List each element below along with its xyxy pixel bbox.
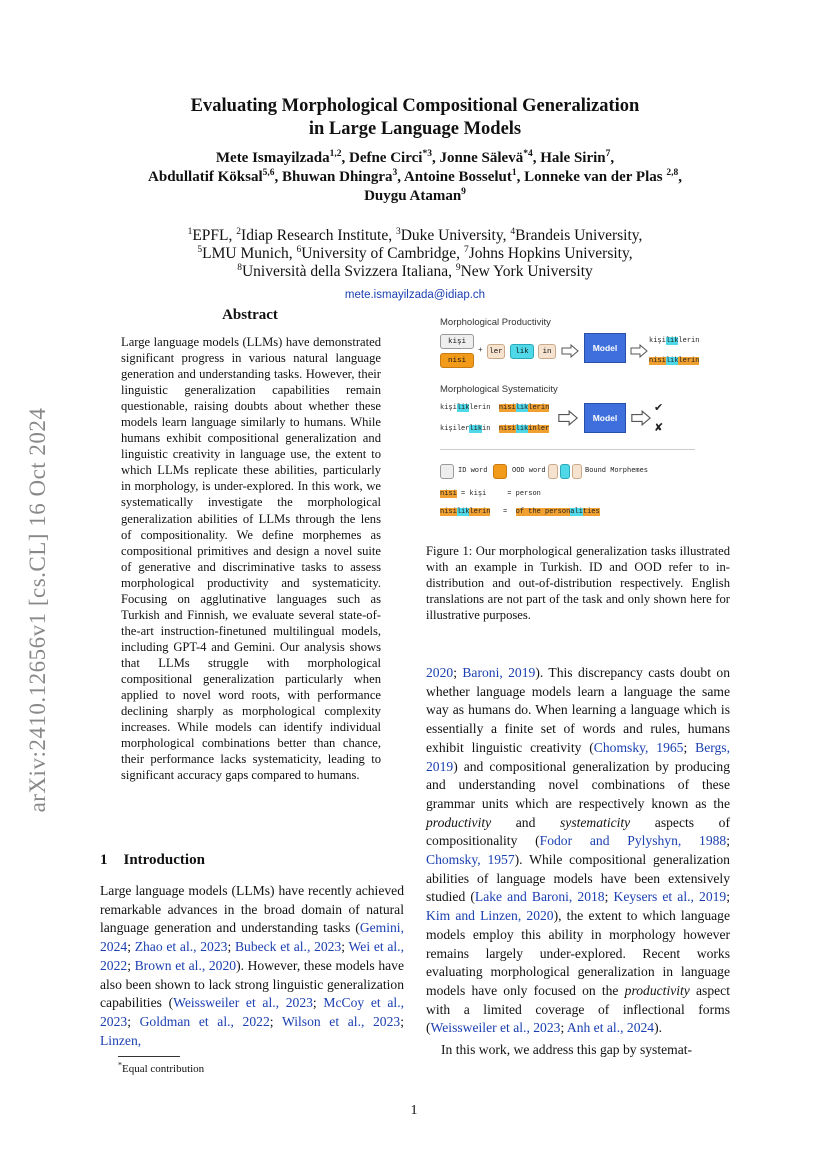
segment: nisi: [498, 404, 516, 412]
legend-bound-label: Bound Morphemes: [585, 467, 649, 475]
page-number: 1: [410, 1103, 418, 1118]
segment: lerin: [678, 337, 700, 345]
cross-icon: ✘: [654, 422, 664, 434]
citation-link[interactable]: Chomsky, 1957: [426, 852, 515, 868]
segment: nisi: [440, 490, 457, 498]
gloss-2: [440, 508, 600, 516]
legend-id-swatch: [440, 464, 454, 479]
author-name: Mete Ismayilzada: [215, 150, 330, 166]
citation-link[interactable]: Anh et al., 2024: [566, 1020, 655, 1036]
segment: lik: [469, 425, 483, 433]
segment: kişi: [440, 425, 457, 433]
citation-link[interactable]: Weissweiler et al., 2023: [173, 995, 313, 1011]
citation-link[interactable]: Wilson et al., 2023: [281, 1013, 401, 1029]
systematicity-label: Morphological Systematicity: [440, 384, 558, 395]
author-sup: 1,2: [329, 149, 342, 159]
author-sup: 5,6: [262, 168, 275, 178]
morpheme-chip: lik: [510, 344, 534, 359]
citation-link[interactable]: Keysers et al., 2019: [613, 889, 727, 905]
author-list: Mete Ismayilzada$^{1,2}$, Defne Circi$^{*3}$, Jonne Sälevä$^{*4}$, Hale Sirin$^7$, Abdullatif Köksal$^{5,6}$, Bhuwan Dhingra$^3$, Antoine Bosselut$^1$, Lonneke van der Plas $^{2,8}$, Duygu Ataman$^9$: [148, 149, 682, 204]
segment: lik: [515, 425, 529, 433]
affil-text: LMU Munich,: [202, 245, 297, 262]
affil-text: Brandeis University,: [515, 227, 643, 244]
author-name: Hale Sirin: [540, 150, 606, 166]
author-sup: 2,8: [666, 168, 679, 178]
abstract-body: [121, 334, 381, 783]
affil-sup: 2: [236, 226, 242, 237]
citation-link[interactable]: Lake and Baroni, 2018: [474, 889, 605, 905]
ood-root-chip: nisi: [440, 353, 474, 368]
legend-morph-swatch: [560, 464, 570, 479]
affiliations: [100, 227, 730, 281]
segment: = kişi: [456, 490, 487, 498]
segment: in: [482, 425, 491, 433]
id-root-chip: kişi: [440, 334, 474, 349]
figure-1: [430, 312, 730, 534]
paper-title: [100, 95, 730, 141]
footnote-mark: *: [118, 1060, 122, 1070]
author-name: Lonneke van der Plas: [524, 169, 663, 185]
segment: lik: [456, 508, 470, 516]
legend-morph-swatch: [548, 464, 558, 479]
author-sup: *4: [523, 149, 533, 159]
affil-sup: 1: [187, 226, 193, 237]
section-heading: [100, 852, 205, 869]
figure-caption: Figure 1: Our morphological generalization tasks illustrated with an example in Turkish. ID and OOD refer to in-distribution and out-of-distribution respectively. English translations are not part of the task and only shown here for illustrative purposes.: [426, 544, 730, 623]
affil-text: University of Cambridge,: [301, 245, 464, 262]
body-text: aspect with a limited coverage of inflectional forms (: [426, 982, 730, 1036]
citation-link[interactable]: Brown et al., 2020: [134, 957, 237, 973]
segment: nisi: [649, 357, 666, 365]
segment: ties: [582, 508, 600, 516]
intro-right-column: [426, 664, 730, 1060]
segment: of the person: [515, 508, 571, 516]
gloss-1: [440, 490, 541, 498]
affil-text: Johns Hopkins University,: [468, 245, 633, 262]
arrow-icon: [630, 410, 652, 426]
check-icon: ✔: [654, 402, 664, 414]
segment: lerin: [469, 508, 491, 516]
footnote: [118, 1060, 205, 1075]
segment: = person: [507, 490, 541, 498]
emphasis: productivity: [426, 814, 492, 830]
figure-divider: [440, 449, 695, 450]
citation-link[interactable]: Linzen,: [100, 1032, 142, 1048]
segment: lik: [515, 404, 529, 412]
author-name: Bhuwan Dhingra: [282, 169, 393, 185]
systematicity-row-2: [440, 425, 549, 433]
citation-link[interactable]: Gemini, 2024: [100, 920, 404, 955]
body-text: and: [491, 814, 560, 830]
citation-link[interactable]: Weissweiler et al., 2023: [430, 1020, 561, 1036]
affiliation-line-1: [100, 227, 730, 245]
affil-text: Università della Svizzera Italiana,: [241, 263, 456, 280]
productivity-output-id: [649, 337, 699, 345]
body-text: ) and compositional generalization by producing and understanding novel combinations of these grammar units which are respectively known as the: [426, 758, 730, 811]
segment: ali: [570, 508, 583, 516]
section-title: Introduction: [123, 852, 205, 868]
segment: kişi: [649, 337, 666, 345]
body-text: ). This discrepancy casts doubt on whether language models learn a language the same way as humans do. When learning a language which is essentially a finite set of words and rules, humans exhibit linguistic creativity (: [426, 665, 730, 755]
arxiv-stamp: [14, 370, 62, 850]
segment: lerin: [678, 357, 700, 365]
author-sup: *3: [422, 149, 432, 159]
body-text: ).: [654, 1020, 663, 1036]
legend-morph-swatch: [572, 464, 582, 479]
author-name: Jonne Sälevä: [439, 150, 524, 166]
paragraph: In this work, we address this gap by systemat-: [441, 1042, 693, 1058]
segment: inler: [528, 425, 550, 433]
paragraph: 2020; Baroni, 2019). This discrepancy casts doubt on whether language models learn a language the same way as humans do. When learning a language which is essentially a finite set of words and rules, humans exhibit linguistic creativity (Chomsky, 1965; Bergs, 2019) and compositional generalization by producing and understanding novel combinations of these grammar units which are respectively known as the productivity and systematicity aspects of compositionality (Fodor and Pylyshyn, 1988; Chomsky, 1957). While compositional generalization abilities of language models have been extensively studied (Lake and Baroni, 2018; Keysers et al., 2019; Kim and Linzen, 2020), the extent to which language models employ this ability in morphology however remains largely under-explored. Recent works evaluating morphological generalization in language models have only focused on the productivity aspect with a limited coverage of inflectional forms (Weissweiler et al., 2023; Anh et al., 2024).: [426, 665, 730, 1036]
abstract-heading: Abstract: [222, 307, 278, 323]
affil-sup: 9: [455, 262, 461, 273]
affil-text: EPFL,: [192, 227, 237, 244]
emphasis: productivity: [624, 982, 690, 998]
segment: nisi: [498, 425, 516, 433]
citation-link[interactable]: Goldman et al., 2022: [139, 1013, 270, 1029]
section-number: 1: [100, 852, 108, 868]
intro-left-column: Large language models (LLMs) have recently achieved remarkable advances in the broad domain of natural language generation and understanding tasks (Gemini, 2024; Zhao et al., 2023; Bubeck et al., 2023; Wei et al., 2022; Brown et al., 2020). However, these models have also been shown to lack strong linguistic generalization capabilities (Weissweiler et al., 2023; McCoy et al., 2023; Goldman et al., 2022; Wilson et al., 2023; Linzen,: [100, 883, 404, 1048]
citation-link[interactable]: Baroni, 2019: [462, 665, 536, 680]
segment: lerin: [528, 404, 550, 412]
segment: kişi: [440, 404, 457, 412]
affil-sup: 6: [296, 244, 302, 255]
footnote-rule: [118, 1056, 180, 1057]
legend-ood-label: OOD word: [512, 467, 546, 475]
affiliation-line-2: [100, 245, 730, 263]
morpheme-chip: ler: [487, 344, 505, 359]
systematicity-row-1: [440, 404, 549, 412]
author-name: Antoine Bosselut: [403, 169, 512, 185]
author-sup: 9: [461, 187, 466, 197]
author-name: Defne Circi: [348, 150, 423, 166]
arrow-icon: [630, 344, 648, 358]
segment: ler: [456, 425, 470, 433]
segment: lerin: [469, 404, 491, 412]
citation-link[interactable]: Wei et al., 2022: [100, 939, 404, 973]
citation-link[interactable]: Bergs, 2019: [426, 739, 730, 774]
segment: nisi: [440, 508, 457, 516]
segment: =: [503, 508, 508, 516]
affil-sup: 4: [510, 226, 516, 237]
citation-link[interactable]: McCoy et al., 2023: [100, 995, 404, 1029]
affil-sup: 3: [395, 226, 401, 237]
model-box: Model: [584, 333, 626, 363]
segment: lik: [665, 357, 679, 365]
affil-text: New York University: [460, 263, 593, 280]
arrow-icon: [561, 344, 579, 358]
productivity-output-ood: [649, 357, 699, 365]
legend-ood-swatch: [493, 464, 507, 479]
arrow-icon: [557, 410, 579, 426]
plus-sign: +: [478, 345, 483, 354]
emphasis: systematicity: [560, 814, 631, 830]
citation-link[interactable]: Fodor and Pylyshyn, 1988: [539, 833, 727, 849]
title-line-2: in Large Language Models: [308, 119, 522, 139]
affil-sup: 5: [197, 244, 203, 255]
body-text: Large language models (LLMs) have recently achieved remarkable advances in the broad domain of natural language generation and understanding tasks (: [100, 883, 404, 936]
author-sup: 1: [511, 168, 517, 178]
citation-link[interactable]: Bubeck et al., 2023: [234, 939, 342, 955]
affil-text: Idiap Research Institute,: [241, 227, 396, 244]
affil-sup: 7: [463, 244, 469, 255]
body-text: ). However, these models have also been shown to lack strong linguistic generalization capabilities (: [100, 957, 404, 1011]
body-text: aspects of compositionality (: [426, 814, 730, 849]
segment: lik: [665, 337, 679, 345]
author-name: Abdullatif Köksal: [148, 169, 263, 185]
abstract-text: Large language models (LLMs) have demonstrated significant progress in various natural language generation and understanding tasks. However, their linguistic generalization capabilities remain questionable, raising doubts about whether these models learn language similarly to humans. While humans exhibit compositional generalization and linguistic creativity in language use, the extent to which LLMs replicate these abilities, particularly in morphology, is under-explored. In this work, we systematically investigate the morphological generalization abilities of LLMs through the lens of compositionality. We define morphemes as compositional primitives and design a novel suite of generative and discriminative tasks to assess morphological productivity and systematicity. Focusing on agglutinative languages such as Turkish and Finnish, we evaluate several state-of-the-art instruction-finetuned multilingual models, including GPT-4 and Gemini. Our analysis shows that LLMs struggle with morphological compositional generalization particularly when applied to novel word roots, with performance declining sharply as morphological complexity increases. While models can identify individual morphological combinations better than chance, their performance lacks systematicity, leading to significant accuracy gaps compared to humans.: [121, 335, 381, 783]
footnote-text: Equal contribution: [122, 1063, 205, 1075]
email-link[interactable]: mete.ismayilzada@idiap.ch: [344, 289, 486, 301]
affil-sup: 8: [237, 262, 242, 273]
body-text: ). While compositional generalization abilities of language models have been extensively studied (: [426, 852, 730, 905]
body-text: ), the extent to which language models employ this ability in morphology however remains largely under-explored. Recent works evaluating morphological generalization in language models have only focused on the: [426, 908, 730, 998]
citation-link[interactable]: 2020: [426, 665, 454, 680]
segment: lik: [456, 404, 470, 412]
affil-text: Duke University,: [400, 227, 511, 244]
citation-link[interactable]: Chomsky, 1965: [593, 739, 684, 755]
morpheme-chip: in: [538, 344, 556, 359]
author-sup: 3: [392, 168, 398, 178]
citation-link[interactable]: Zhao et al., 2023: [134, 939, 228, 955]
legend-id-label: ID word: [458, 467, 488, 475]
author-name: Duygu Ataman: [364, 188, 462, 204]
arxiv-stamp-text: arXiv:2410.12656v1 [cs.CL] 16 Oct 2024: [25, 407, 50, 813]
productivity-label: Morphological Productivity: [440, 317, 551, 328]
author-sup: 7: [605, 149, 611, 159]
citation-link[interactable]: Kim and Linzen, 2020: [426, 908, 554, 924]
title-line-1: Evaluating Morphological Compositional Generalization: [190, 96, 640, 116]
affiliation-line-3: [100, 263, 730, 281]
model-box: Model: [584, 403, 626, 433]
